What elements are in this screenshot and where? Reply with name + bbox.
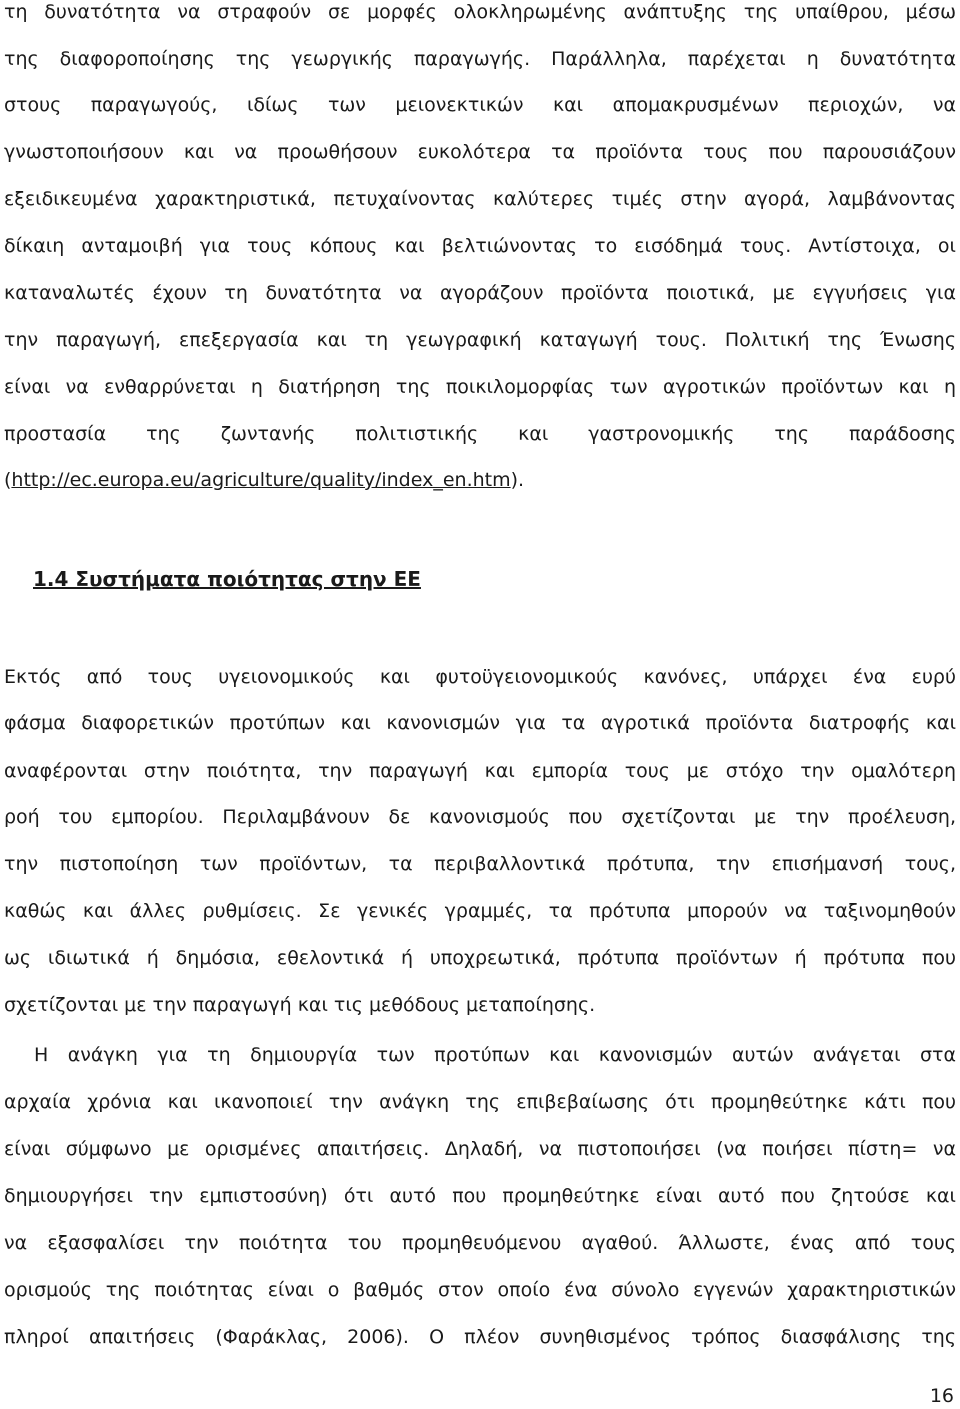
text-line: καθώς και άλλες ρυθμίσεις. Σε γενικές γραμμές, τα πρότυπα μπορούν να ταξινομηθούν xyxy=(4,900,956,922)
text-line: ορισμούς της ποιότητας είναι ο βαθμός στον οποίο ένα σύνολο εγγενών χαρακτηριστικών xyxy=(4,1279,956,1301)
text-line: τη δυνατότητα να στραφούν σε μορφές ολοκληρωμένης ανάπτυξης της υπαίθρου, μέσω xyxy=(4,1,956,23)
text-line: την πιστοποίηση των προϊόντων, τα περιβαλλοντικά πρότυπα, την επισήμανσή τους, xyxy=(4,853,956,875)
text-line: είναι να ενθαρρύνεται η διατήρηση της ποικιλομορφίας των αγροτικών προϊόντων και η xyxy=(4,376,956,398)
text-line: ως ιδιωτικά ή δημόσια, εθελοντικά ή υποχρεωτικά, πρότυπα προϊόντων ή πρότυπα που xyxy=(4,947,956,969)
text-line: πληροί απαιτήσεις (Φαράκλας, 2006). Ο πλέον συνηθισμένος τρόπος διασφάλισης της xyxy=(4,1326,956,1348)
link-open-paren: ( xyxy=(4,469,12,491)
text-line: στους παραγωγούς, ιδίως των μειονεκτικών και απομακρυσμένων περιοχών, να xyxy=(4,94,956,116)
text-line: καταναλωτές έχουν τη δυνατότητα να αγοράζουν προϊόντα ποιοτικά, με εγγυήσεις για xyxy=(4,282,956,304)
text-line-with-link xyxy=(4,468,956,492)
text-line: αναφέρονται στην ποιότητα, την παραγωγή και εμπορία τους με στόχο την ομαλότερη xyxy=(4,760,956,782)
section-heading: 1.4 Συστήματα ποιότητας στην ΕΕ xyxy=(33,567,421,591)
text-line: Η ανάγκη για τη δημιουργία των προτύπων και κανονισμών αυτών ανάγεται στα xyxy=(34,1044,956,1066)
text-line: φάσμα διαφορετικών προτύπων και κανονισμών για τα αγροτικά προϊόντα διατροφής και xyxy=(4,712,956,734)
link-close-paren: ). xyxy=(510,469,525,491)
page-number: 16 xyxy=(929,1385,954,1407)
text-line: Εκτός από τους υγειονομικούς και φυτοϋγειονομικούς κανόνες, υπάρχει ένα ευρύ xyxy=(4,666,956,688)
europa-agriculture-quality-link[interactable]: http://ec.europa.eu/agriculture/quality/index_en.htm xyxy=(11,469,511,491)
text-line: αρχαία χρόνια και ικανοποιεί την ανάγκη της επιβεβαίωσης ότι προμηθεύτηκε κάτι που xyxy=(4,1091,956,1113)
text-line: δίκαιη ανταμοιβή για τους κόπους και βελτιώνοντας το εισόδημά τους. Αντίστοιχα, οι xyxy=(4,235,956,257)
text-line: δημιουργήσει την εμπιστοσύνη) ότι αυτό που προμηθεύτηκε είναι αυτό που ζητούσε και xyxy=(4,1185,956,1207)
text-line: γνωστοποιήσουν και να προωθήσουν ευκολότερα τα προϊόντα τους που παρουσιάζουν xyxy=(4,141,956,163)
text-line: είναι σύμφωνο με ορισμένες απαιτήσεις. Δηλαδή, να πιστοποιήσει (να ποιήσει πίστη= να xyxy=(4,1138,956,1160)
text-line: σχετίζονται με την παραγωγή και τις μεθόδους μεταποίησης. xyxy=(4,994,596,1016)
text-line: εξειδικευμένα χαρακτηριστικά, πετυχαίνοντας καλύτερες τιμές στην αγορά, λαμβάνοντας xyxy=(4,188,956,210)
text-line: την παραγωγή, επεξεργασία και τη γεωγραφική καταγωγή τους. Πολιτική της Ένωσης xyxy=(4,329,956,351)
text-line: ροή του εμπορίου. Περιλαμβάνουν δε κανονισμούς που σχετίζονται με την προέλευση, xyxy=(4,806,956,828)
text-line: προστασία της ζωντανής πολιτιστικής και γαστρονομικής της παράδοσης xyxy=(4,423,956,445)
text-line: της διαφοροποίησης της γεωργικής παραγωγής. Παράλληλα, παρέχεται η δυνατότητα xyxy=(4,48,956,70)
text-line: να εξασφαλίσει την ποιότητα του προμηθευόμενου αγαθού. Άλλωστε, ένας από τους xyxy=(4,1232,956,1254)
